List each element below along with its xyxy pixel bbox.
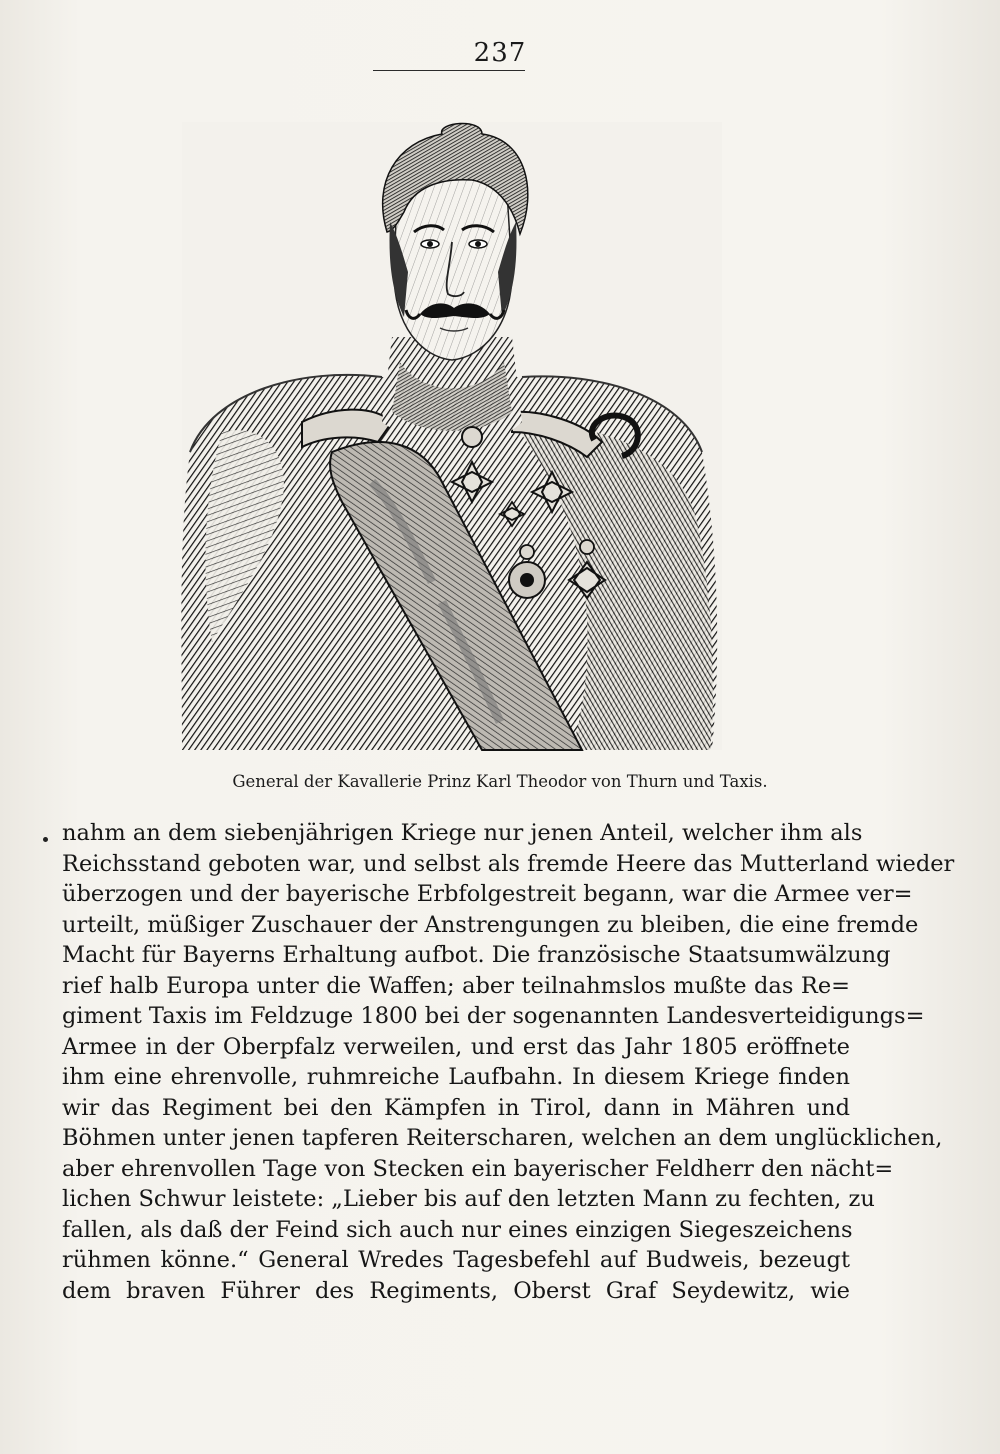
text-line: Böhmen unter jenen tapferen Reiterscharen, welchen an dem unglücklichen, xyxy=(62,1125,943,1151)
text-line: fallen, als daß der Feind sich auch nur eines einzigen Siegeszeichens xyxy=(62,1216,853,1243)
text-line: dem braven Führer des Regiments, Oberst Graf Seydewitz, wie xyxy=(62,1277,850,1304)
text-line: aber ehrenvollen Tage von Stecken ein bayerischer Feldherr den nächt= xyxy=(62,1155,894,1182)
text-line: wir das Regiment bei den Kämpfen in Tirol, dann in Mähren und xyxy=(62,1094,850,1121)
text-line: rühmen könne.“ General Wredes Tagesbefehl auf Budweis, bezeugt xyxy=(62,1247,850,1273)
text-line: lichen Schwur leistete: „Lieber bis auf den letzten Mann zu fechten, zu xyxy=(62,1186,875,1212)
text-line: rief halb Europa unter die Waffen; aber teilnahmslos mußte das Re= xyxy=(62,972,850,999)
portrait-caption: General der Kavallerie Prinz Karl Theodor von Thurn und Taxis. xyxy=(232,772,768,791)
text-line: urteilt, müßiger Zuschauer der Anstrengungen zu bleiben, die eine fremde xyxy=(62,911,919,938)
text-line: ihm eine ehrenvolle, ruhmreiche Laufbahn. In diesem Kriege finden xyxy=(62,1064,850,1090)
text-line: nahm an dem siebenjährigen Kriege nur jenen Anteil, welcher ihm als xyxy=(62,820,863,846)
text-line: überzogen und der bayerische Erbfolgestreit begann, war die Armee ver= xyxy=(62,881,913,907)
text-line: Reichsstand geboten war, und selbst als fremde Heere das Mutterland wieder xyxy=(62,850,955,877)
stray-ink-mark xyxy=(43,837,48,842)
page-number-rule xyxy=(373,70,525,71)
portrait-engraving xyxy=(182,122,722,750)
text-line: Macht für Bayerns Erhaltung aufbot. Die französische Staatsumwälzung xyxy=(62,942,891,968)
body-text xyxy=(62,818,955,1328)
page-number: 237 xyxy=(473,38,527,68)
text-line: giment Taxis im Feldzuge 1800 bei der sogenannten Landesverteidigungs= xyxy=(62,1003,925,1029)
text-line: Armee in der Oberpfalz verweilen, und erst das Jahr 1805 eröffnete xyxy=(62,1033,850,1060)
